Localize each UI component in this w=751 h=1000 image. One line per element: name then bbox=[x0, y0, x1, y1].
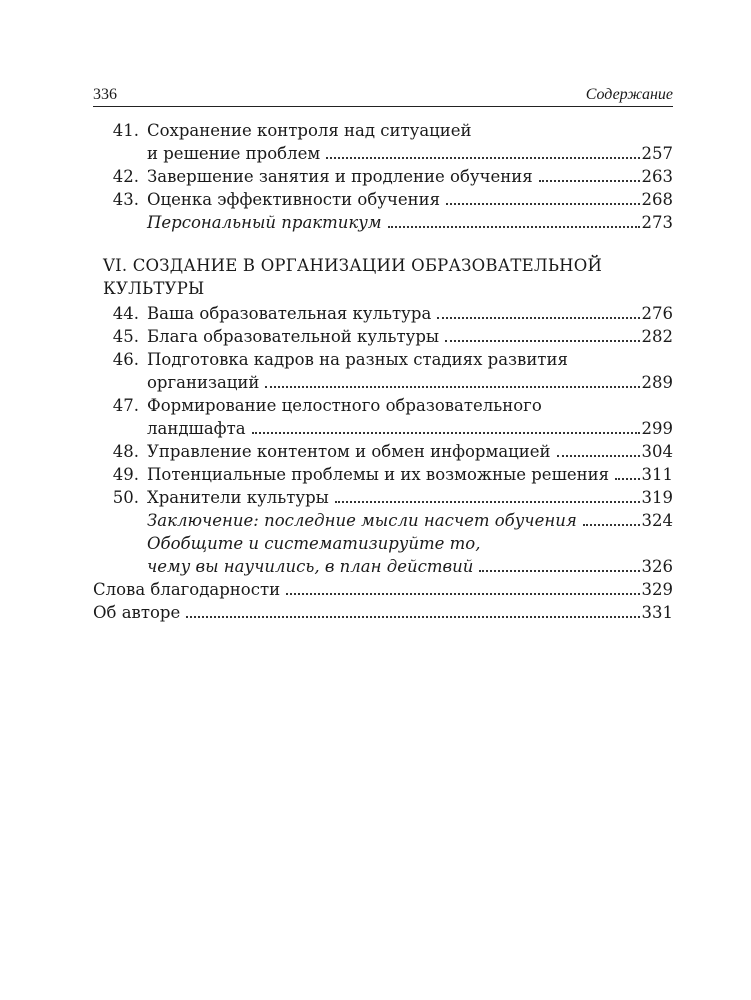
entry-page: 311 bbox=[641, 465, 673, 484]
toc-entry-45[interactable] bbox=[93, 325, 673, 348]
toc-entry-48[interactable] bbox=[93, 440, 673, 463]
entry-title-line: ландшафта bbox=[147, 419, 246, 438]
entry-page: 263 bbox=[641, 167, 673, 186]
entry-number: 48. bbox=[112, 442, 139, 461]
dot-leader bbox=[557, 455, 640, 457]
entry-page: 268 bbox=[641, 190, 673, 209]
entry-number: 49. bbox=[112, 465, 139, 484]
dot-leader bbox=[445, 340, 639, 342]
entry-title-line: Формирование целостного образовательного bbox=[147, 396, 542, 415]
dot-leader bbox=[388, 226, 640, 228]
entry-title-line: Потенциальные проблемы и их возможные решения bbox=[147, 465, 610, 484]
dot-leader bbox=[286, 593, 639, 595]
toc-entry-41[interactable] bbox=[93, 119, 673, 165]
toc-entry-49[interactable] bbox=[93, 463, 673, 486]
book-page bbox=[93, 84, 673, 624]
entry-title-line: чему вы научились, в план действий bbox=[147, 557, 474, 576]
entry-page: 273 bbox=[641, 213, 673, 232]
entry-title-line: Оценка эффективности обучения bbox=[147, 190, 441, 209]
dot-leader bbox=[186, 616, 639, 618]
section-name: Содержание bbox=[585, 86, 673, 103]
entry-number: 41. bbox=[112, 121, 139, 140]
entry-title-line: Хранители культуры bbox=[147, 488, 329, 507]
entry-title-line: и решение проблем bbox=[147, 144, 321, 163]
entry-title-line: Заключение: последние мысли насчет обучения bbox=[147, 511, 577, 530]
toc-entry-42[interactable] bbox=[93, 165, 673, 188]
entry-page: 331 bbox=[641, 603, 673, 622]
entry-title-line: Завершение занятия и продление обучения bbox=[147, 167, 533, 186]
dot-leader bbox=[539, 180, 640, 182]
entry-title-line: Подготовка кадров на разных стадиях развития bbox=[147, 350, 568, 369]
page-number: 336 bbox=[93, 86, 117, 103]
entry-number: 47. bbox=[112, 396, 139, 415]
entry-number: 50. bbox=[112, 488, 139, 507]
dot-leader bbox=[583, 524, 640, 526]
entry-title-line: Блага образовательной культуры bbox=[147, 327, 440, 346]
entry-number: 46. bbox=[112, 350, 139, 369]
toc-entry-practicum[interactable] bbox=[93, 211, 673, 234]
dot-leader bbox=[326, 157, 639, 159]
entry-page: 304 bbox=[641, 442, 673, 461]
entry-page: 257 bbox=[641, 144, 673, 163]
entry-page: 319 bbox=[641, 488, 673, 507]
dot-leader bbox=[615, 478, 639, 480]
dot-leader bbox=[446, 203, 639, 205]
toc-entry-acknowledgements[interactable] bbox=[93, 578, 673, 601]
entry-page: 324 bbox=[641, 511, 673, 530]
entry-number: 44. bbox=[112, 304, 139, 323]
toc-entry-47[interactable] bbox=[93, 394, 673, 440]
entry-title-line: Управление контентом и обмен информацией bbox=[147, 442, 551, 461]
toc-entry-44[interactable] bbox=[93, 302, 673, 325]
entry-title-line: организаций bbox=[147, 373, 260, 392]
entry-page: 329 bbox=[641, 580, 673, 599]
part-title[interactable]: VI. СОЗДАНИЕ В ОРГАНИЗАЦИИ ОБРАЗОВАТЕЛЬНОЙ КУЛЬТУРЫ bbox=[103, 256, 603, 298]
toc-entry-46[interactable] bbox=[93, 348, 673, 394]
dot-leader bbox=[265, 386, 639, 388]
entry-number: 45. bbox=[112, 327, 139, 346]
entry-title-line: Обобщите и систематизируйте то, bbox=[147, 534, 481, 553]
entry-title-line: Слова благодарности bbox=[93, 580, 281, 599]
entry-page: 299 bbox=[641, 419, 673, 438]
toc-entry-43[interactable] bbox=[93, 188, 673, 211]
running-header bbox=[93, 84, 673, 107]
toc-entry-about-author[interactable] bbox=[93, 601, 673, 624]
dot-leader bbox=[252, 432, 640, 434]
entry-page: 282 bbox=[641, 327, 673, 346]
toc-entry-conclusion[interactable] bbox=[93, 509, 673, 532]
entry-number: 42. bbox=[112, 167, 139, 186]
dot-leader bbox=[479, 570, 639, 572]
entry-page: 326 bbox=[641, 557, 673, 576]
entry-page: 289 bbox=[641, 373, 673, 392]
dot-leader bbox=[335, 501, 640, 503]
toc-entry-50[interactable] bbox=[93, 486, 673, 509]
entry-page: 276 bbox=[641, 304, 673, 323]
entry-title-line: Персональный практикум bbox=[147, 213, 382, 232]
dot-leader bbox=[437, 317, 639, 319]
entry-title-line: Сохранение контроля над ситуацией bbox=[147, 121, 472, 140]
table-of-contents bbox=[93, 119, 673, 624]
toc-entry-summary[interactable] bbox=[93, 532, 673, 578]
entry-title-line: Об авторе bbox=[93, 603, 181, 622]
entry-title-line: Ваша образовательная культура bbox=[147, 304, 432, 323]
entry-number: 43. bbox=[112, 190, 139, 209]
